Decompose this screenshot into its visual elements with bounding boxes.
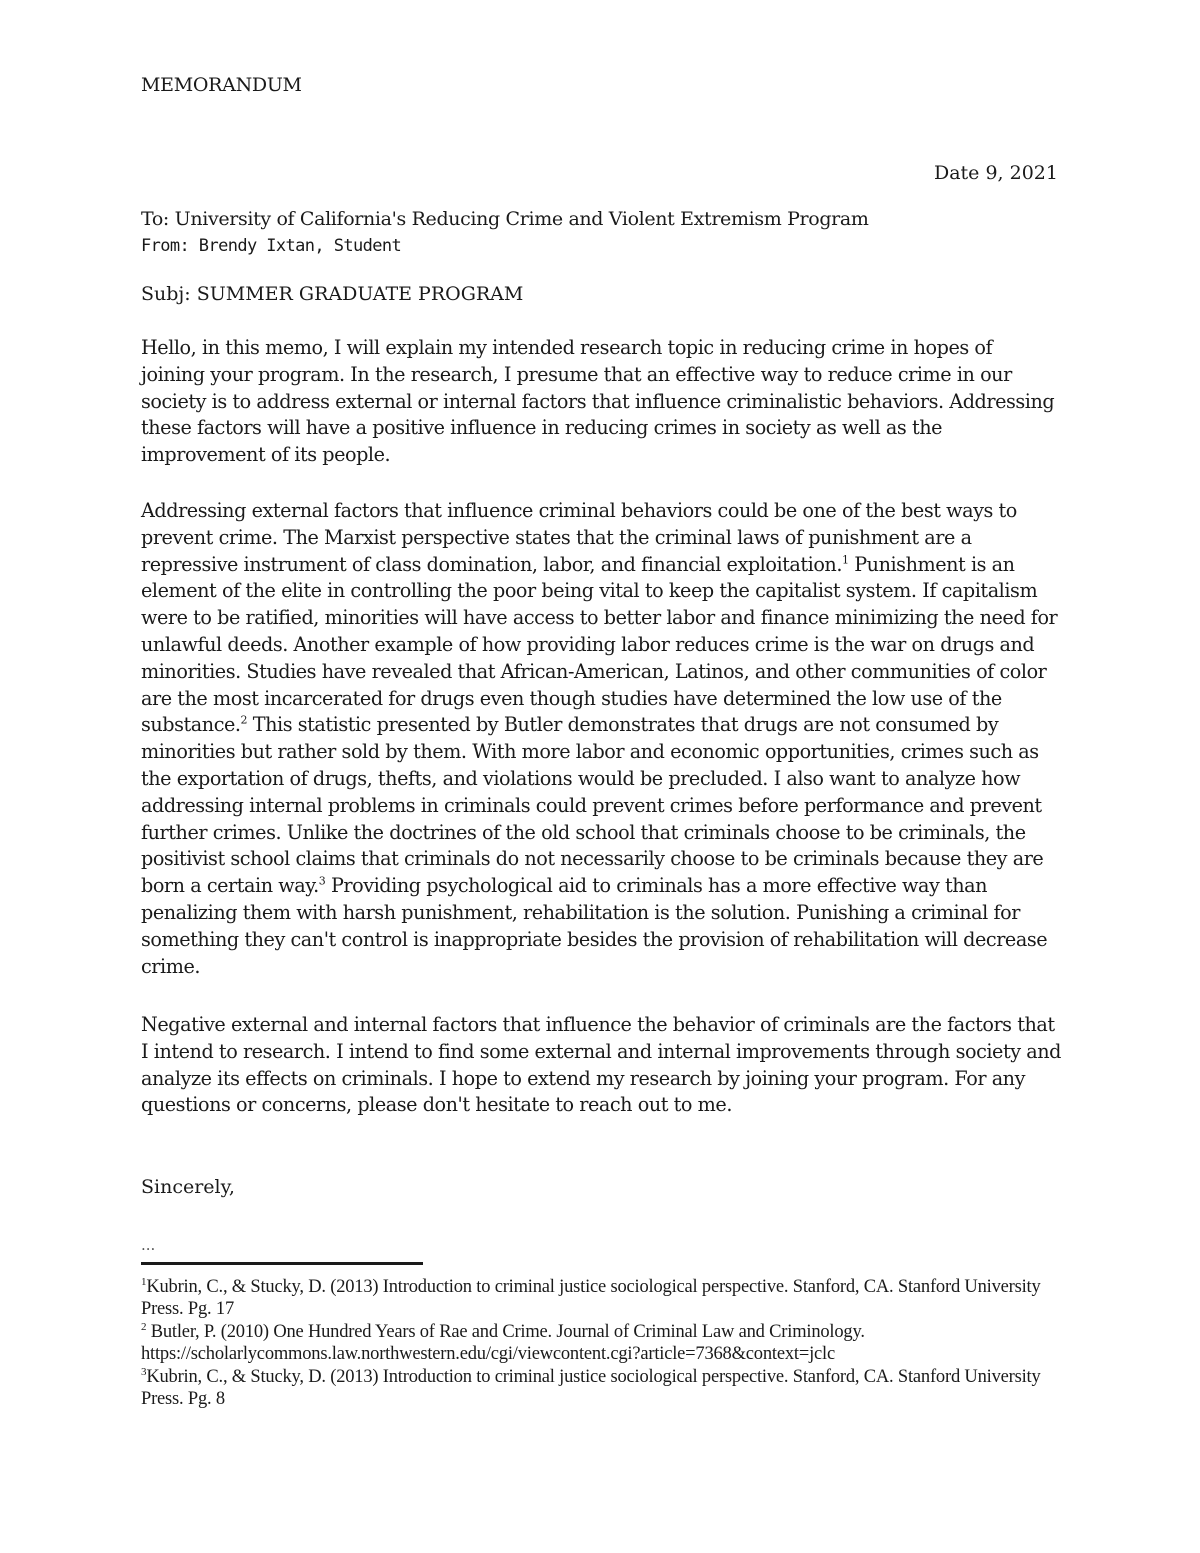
footnote-mark: 2 — [141, 1320, 147, 1333]
memo-date: Date 9, 2021 — [933, 162, 1058, 184]
footnote-mark: 3 — [141, 1365, 147, 1378]
body-paragraph-1: Hello, in this memo, I will explain my intended research topic in reducing crime in hopes of joining your program. In the research, I presume that an effective way to reduce crime in our society is to address external or internal factors that influence criminalistic behaviors. Addressing these factors will have a positive influence in reducing crimes in society as well as the improvement of its people. — [141, 336, 1055, 467]
memo-header — [141, 206, 869, 260]
footnote-1 — [141, 1276, 1071, 1321]
footnote-mark: 1 — [141, 1275, 147, 1288]
body-paragraph-3: Negative external and internal factors that influence the behavior of criminals are the factors that I intend to research. I intend to find some external and internal improvements through society and analyze its effects on criminals. I hope to extend my research by joining your program. For any questions or concerns, please don't hesitate to reach out to me. — [141, 1013, 1061, 1117]
paragraph-2-part-a: Addressing external factors that influence criminal behaviors could be one of the best ways to prevent crime. The Marxist perspective states that the criminal laws of punishment are a repressive instrument of class domination, labor, and financial exploitation. — [141, 499, 1017, 576]
footnote-ref-3[interactable]: 3 — [318, 874, 326, 888]
footnotes — [141, 1276, 1071, 1410]
footnote-divider — [141, 1262, 423, 1265]
ellipsis: ... — [141, 1236, 156, 1254]
closing-salutation: Sincerely, — [141, 1176, 235, 1198]
footnote-ref-1[interactable]: 1 — [842, 553, 849, 567]
footnote-text: Kubrin, C., & Stucky, D. (2013) Introduction to criminal justice sociological perspective. Stanford, CA. Stanford University Press. Pg. 17 — [141, 1277, 1041, 1320]
subject-line: Subj: SUMMER GRADUATE PROGRAM — [141, 283, 524, 305]
paragraph-2-part-d: Providing psychological aid to criminals has a more effective way than penalizing them with harsh punishment, rehabilitation is the solution. Punishing a criminal for something they can't control is inappropriate besides the provision of rehabilitation will decrease crime. — [141, 874, 1048, 978]
footnote-text: Butler, P. (2010) One Hundred Years of Rae and Crime. Journal of Criminal Law and Criminology. https://scholarlycommons.law.northwestern.edu/cgi/viewcontent.cgi?article=7368&context=jclc — [141, 1321, 865, 1365]
body-paragraph-2 — [141, 498, 1061, 980]
paragraph-2-part-b: Punishment is an element of the elite in controlling the poor being vital to keep the capitalist system. If capitalism were to be ratified, minorities will have access to better labor and finance minimizing the need for unlawful deeds. Another example of how providing labor reduces crime is the war on drugs and minorities. Studies have revealed that African-American, Latinos, and other communities of color are the most incarcerated for drugs even though studies have determined the low use of the substance. — [141, 552, 1058, 737]
footnote-3 — [141, 1366, 1071, 1411]
from-line: From: Brendy Ixtan, Student — [141, 236, 402, 256]
footnote-ref-2[interactable]: 2 — [240, 713, 248, 727]
to-line: To: University of California's Reducing Crime and Violent Extremism Program — [141, 208, 869, 230]
memo-title: MEMORANDUM — [141, 74, 302, 96]
footnote-2 — [141, 1321, 1071, 1366]
footnote-text: Kubrin, C., & Stucky, D. (2013) Introduction to criminal justice sociological perspective. Stanford, CA. Stanford University Press. Pg. 8 — [141, 1366, 1041, 1410]
paragraph-2-part-c: This statistic presented by Butler demonstrates that drugs are not consumed by minorities but rather sold by them. With more labor and economic opportunities, crimes such as the exportation of drugs, thefts, and violations would be precluded. I also want to analyze how addressing internal problems in criminals could prevent crimes before performance and prevent further crimes. Unlike the doctrines of the old school that criminals choose to be criminals, the positivist school claims that criminals do not necessarily choose to be criminals because they are born a certain way. — [141, 713, 1044, 898]
